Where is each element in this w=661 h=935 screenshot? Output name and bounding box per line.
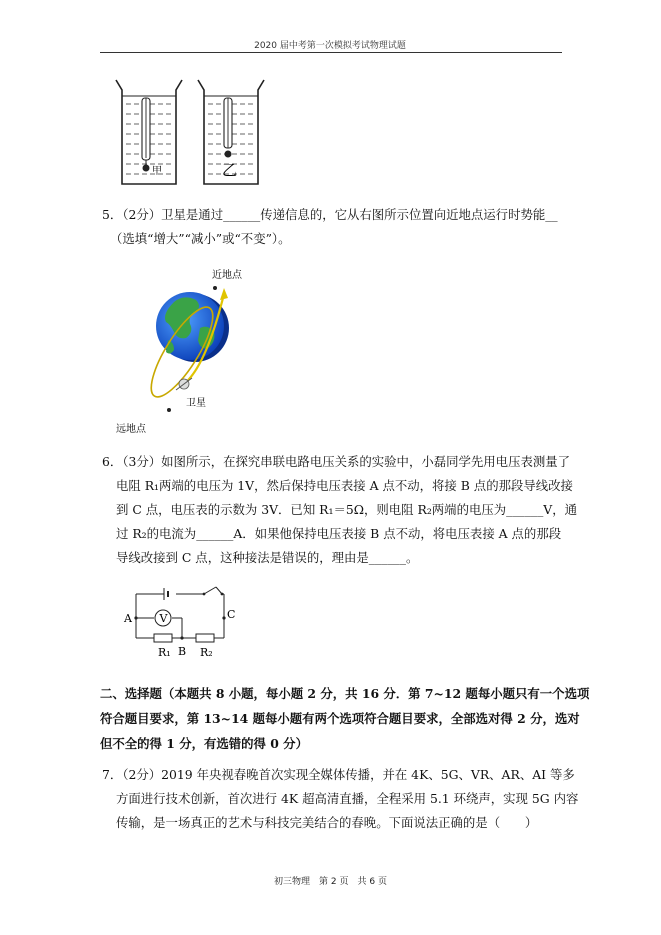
thermometers-figure xyxy=(112,78,302,190)
page-footer: 初三物理 第 2 页 共 6 页 xyxy=(274,877,387,887)
page-header: 2020 届中考第一次模拟考试物理试题 xyxy=(254,41,406,51)
perigee-point xyxy=(213,286,217,290)
circuit-label-b: B xyxy=(178,645,187,658)
satellite-label: 卫星 xyxy=(186,398,206,409)
beaker-a xyxy=(116,80,182,184)
q6-line-1: 6．（3分）如图所示，在探究串联电路电压关系的实验中，小磊同学先用电压表测量了 xyxy=(102,454,571,469)
circuit-label-r1: R₁ xyxy=(158,646,171,659)
resistor-r2 xyxy=(196,634,214,642)
section-2-line-2: 符合题目要求，第 13~14 题每小题有两个选项符合题目要求，全部选对得 2 分，选对 xyxy=(100,711,580,726)
header-divider xyxy=(100,52,562,53)
switch-icon xyxy=(203,593,206,596)
series-circuit-figure xyxy=(116,582,246,662)
q6-line-4: 过 R₂的电流为______A．如果他保持电压表接 B 点不动，将电压表接 A 点的那段 xyxy=(116,526,562,541)
section-2-line-3: 但不全的得 1 分，有选错的得 0 分） xyxy=(100,736,308,751)
q6-line-3: 到 C 点，电压表的示数为 3V．已知 R₁＝5Ω，则电阻 R₂两端的电压为______V，通 xyxy=(116,502,578,517)
circuit-label-a: A xyxy=(124,612,132,625)
q5-line-1: 5．（2分）卫星是通过______传递信息的，它从右图所示位置向近地点运行时势能__ xyxy=(102,207,558,222)
resistor-r1 xyxy=(154,634,172,642)
thermometer-label-a: 甲 xyxy=(152,166,162,177)
section-2-line-1: 二、选择题（本题共 8 小题，每小题 2 分，共 16 分．第 7~12 题每小题只有一个选项 xyxy=(100,686,590,701)
satellite-orbit-figure xyxy=(112,266,252,436)
q7-line-1: 7．（2分）2019 年央视春晚首次实现全媒体传播，并在 4K、5G、VR、AR、AI 等多 xyxy=(102,767,575,782)
circuit-label-r2: R₂ xyxy=(200,646,213,659)
apogee-label: 远地点 xyxy=(116,424,146,435)
q6-line-5: 导线改接到 C 点，这种接法是错误的，理由是______。 xyxy=(116,550,419,565)
q7-line-3: 传输，是一场真正的艺术与科技完美结合的春晚。下面说法正确的是（ ） xyxy=(116,815,538,830)
perigee-label: 近地点 xyxy=(212,270,242,281)
circuit-label-c: C xyxy=(227,608,236,621)
thermometer-label-b: 乙 xyxy=(222,161,238,179)
voltmeter-label: V xyxy=(159,612,168,625)
apogee-point xyxy=(167,408,171,412)
q5-line-2: （选填“增大”“减小”或“不变”）。 xyxy=(110,231,291,246)
q6-line-2: 电阻 R₁两端的电压为 1V，然后保持电压表接 A 点不动，将接 B 点的那段导线改接 xyxy=(116,478,573,493)
q7-line-2: 方面进行技术创新，首次进行 4K 超高清直播，全程采用 5.1 环绕声，实现 5G 内容 xyxy=(116,791,579,806)
